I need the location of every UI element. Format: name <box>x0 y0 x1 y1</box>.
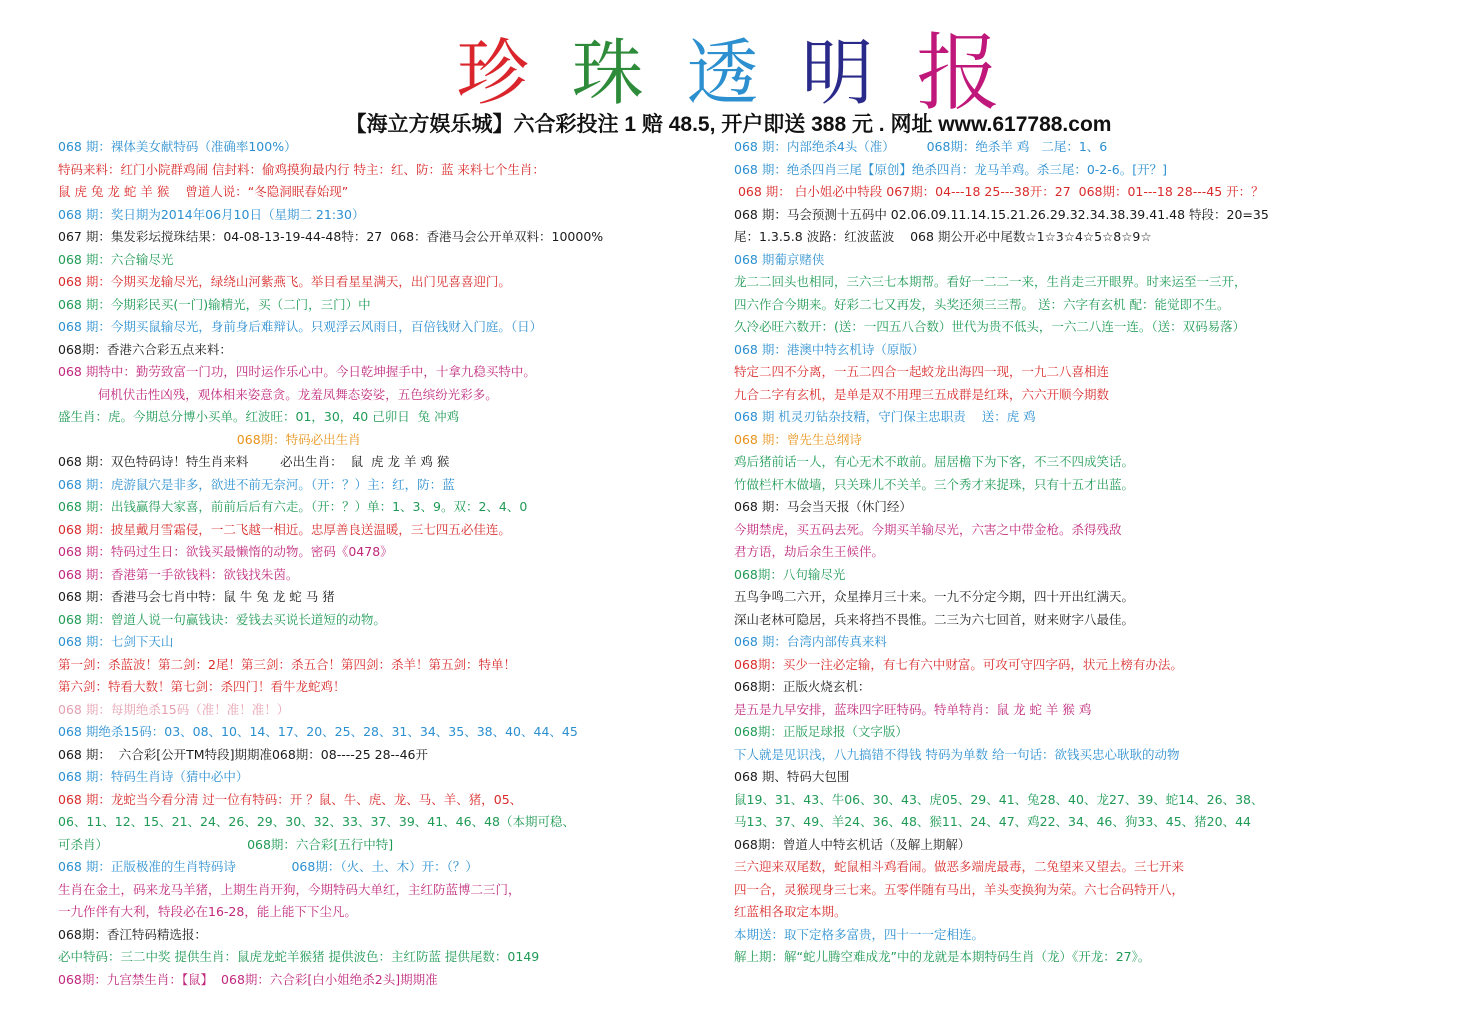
text-line: 068 期：今期彩民买(一门)输精光，买（二门，三门）中 <box>58 296 371 312</box>
text-line: 06、11、12、15、21、24、26、29、30、32、33、37、39、41、46、48（本期可稳、 <box>58 814 575 829</box>
text-line: 马13、37、49、羊24、36、48、猴11、24、47、鸡22、34、46、狗33、45、猪20、44 <box>734 814 1251 829</box>
text-line: 068期：曾道人中特玄机话（及解上期解） <box>734 836 971 852</box>
text-line: 068 期：香港第一手欲钱料：欲钱找朱茵。 <box>58 566 299 582</box>
text-line: 深山老林可隐居，兵来将挡不畏惟。二三为六七回首，财来财字八最佳。 <box>734 611 1135 627</box>
text-line: 今期禁虎，买五码去死。今期买羊输尽光，六害之中带金枪。杀得残敌 <box>734 521 1122 537</box>
text-line: 068 期： 六合彩[公开TM特段]期期准068期：08----25 28--46开 <box>58 746 428 762</box>
text-line: 生肖在金土，码来龙马羊猪，上期生肖开狗，今期特码大单红，主红防蓝博二三门， <box>58 881 521 897</box>
text-line: 尾：1.3.5.8 波路：红波蓝波 068 期公开必中尾数☆1☆3☆4☆5☆8☆9☆ <box>734 229 1152 244</box>
text-line: 久冷必旺六数开：(送：一四五八合数）世代为贵不低头，一六二八连一连。（送：双码易落） <box>734 319 1246 334</box>
text-line: 068 期：今期买龙输尽光，绿绕山河紫燕飞。举目看星星满天，出门见喜喜迎门。 <box>58 274 511 289</box>
text-line: 本期送：取下定格多富贵，四十一一定相连。 <box>734 926 985 942</box>
text-line: 068 期：马会预测十五码中 02.06.09.11.14.15.21.26.29.32.34.38.39.41.48 特段：20=35 <box>734 206 1269 222</box>
text-line: 可杀肖） 068期：六合彩[五行中特] <box>58 836 394 852</box>
text-line: 特码来料：红门小院群鸡闹 信封料：偷鸡摸狗最内行 特主：红、防：蓝 来料七个生肖： <box>58 161 545 177</box>
text-line: 068 期：龙蛇当今看分清 过一位有特码：开 ？鼠、牛、虎、龙、马、羊、猪，05、 <box>58 791 523 807</box>
right-column <box>734 136 1434 969</box>
title-char: 明 <box>801 31 874 115</box>
text-line: 解上期：解“蛇儿腾空难成龙”中的龙就是本期特码生肖（龙）《开龙：27》。 <box>734 949 1151 964</box>
left-column <box>58 136 718 991</box>
text-line: 068 期：双色特码诗！特生肖来料 必出生肖： 鼠 虎 龙 羊 鸡 猴 <box>58 454 450 469</box>
text-line: 068 期：今期买鼠输尽光，身前身后难辩认。只观浮云风雨日，百倍钱财入门庭。（日） <box>58 319 543 334</box>
text-line: 067 期：集发彩坛搅珠结果：04-08-13-19-44-48特：27 068：香港马会公开单双料：10000% <box>58 229 604 244</box>
text-line: 三六迎来双尾数，蛇鼠相斗鸡看闹。做恶多端虎最毒，二兔望来又望去。三七开来 <box>734 859 1185 874</box>
text-line: 068 期：披星戴月雪霜侵，一二飞越一相近。忠厚善良送温暖，三七四五必佳连。 <box>58 521 511 537</box>
text-line: 鼠19、31、43、牛06、30、43、虎05、29、41、兔28、40、龙27、39、蛇14、26、38、 <box>734 791 1264 807</box>
text-line: 第六剑：特看大数！第七剑：杀四门！看牛龙蛇鸡！ <box>58 679 346 694</box>
text-line: 068 期、特码大包围 <box>734 769 850 784</box>
text-line: 四一合，灵猴现身三七来。五零伴随有马出，羊头变换狗为荣。六七合码特开八， <box>734 881 1185 897</box>
text-line: 伺机伏击性凶残，观体相来姿意贪。龙羞凤舞态姿娑，五色缤纷光彩多。 <box>58 386 498 402</box>
text-line: 068 期：曾先生总纲诗 <box>734 431 862 447</box>
text-line: 068 期：奖日期为2014年06月10日（星期二 21:30） <box>58 206 365 222</box>
text-line: 红蓝相各取定本期。 <box>734 904 847 919</box>
text-line: 068 期：港澳中特玄机诗（原版） <box>734 341 925 357</box>
text-line: 068 期：出钱赢得大家喜，前前后后有六走。（开：？）单：1、3、9。双：2、4、0 <box>58 499 528 514</box>
text-line: 068期：九宫禁生肖：【鼠】 068期：六合彩[白小姐绝杀2头]期期准 <box>58 971 438 987</box>
text-line: 068 期 机灵刃钻杂技精，守门保主忠职责 送：虎 鸡 <box>734 409 1036 424</box>
title-char: 珍 <box>456 31 529 115</box>
text-line: 068期：八句输尽光 <box>734 566 846 582</box>
text-line: 068期：特码必出生肖 <box>58 431 361 447</box>
text-line: 君方语，劫后余生王候伴。 <box>734 544 885 559</box>
title-char: 珠 <box>571 31 644 115</box>
text-line: 068 期特中：勤劳致富一门功，四时运作乐心中。今日乾坤握手中，十拿九稳买特中。 <box>58 364 536 379</box>
text-line: 068 期：马会当天报（休门经） <box>734 499 912 514</box>
text-line: 068期：香江特码精选报： <box>58 926 207 942</box>
text-line: 是五是九早安排，蓝珠四字旺特码。特单特肖：鼠 龙 蛇 羊 猴 鸡 <box>734 701 1092 717</box>
text-line: 068 期：六合输尽光 <box>58 251 174 267</box>
advert-subtitle: 【海立方娱乐城】六合彩投注 1 赔 48.5, 开户即送 388 元 . 网址 www.617788.com <box>345 113 1112 136</box>
text-line: 四六作合今期来。好彩二七又再发，头奖还须三三帮。 送：六字有玄机 配：能觉即不生。 <box>734 296 1230 312</box>
text-line: 必中特码：三二中奖 提供生肖：鼠虎龙蛇羊猴猪 提供波色：主红防蓝 提供尾数：0149 <box>58 949 540 964</box>
text-line: 068 期：每期绝杀15码（准！准！准！） <box>58 701 290 717</box>
text-line: 068期：正版足球报（文字版） <box>734 724 908 739</box>
text-line: 竹做栏杆木做墙，只关珠儿不关羊。三个秀才来捉珠，只有十五才出蓝。 <box>734 476 1135 492</box>
text-line: 068 期： 白小姐必中特段 067期：04---18 25---38开：27 068期：01---18 28---45 开：？ <box>734 184 1264 199</box>
text-line: 068 期：特码生肖诗（猜中必中） <box>58 769 249 784</box>
text-line: 鸡后猪前话一人，有心无术不敢前。屈居檐下为下客，不三不四成笑话。 <box>734 454 1135 469</box>
text-line: 鼠 虎 兔 龙 蛇 羊 猴 曾道人说：“冬隐洞眠春始现” <box>58 184 349 199</box>
text-line: 068 期：香港马会七肖中特：鼠 牛 兔 龙 蛇 马 猪 <box>58 589 335 604</box>
text-line: 068 期绝杀15码：03、08、10、14、17、20、25、28、31、34、35、38、40、44、45 <box>58 724 578 739</box>
text-line: 068 期：正版极准的生肖特码诗 068期：（火、土、木）开：（？） <box>58 859 478 874</box>
text-line: 068 期：内部绝杀4头（准） 068期：绝杀羊 鸡 二尾：1、6 <box>734 139 1108 154</box>
text-line: 五鸟争鸣二六开，众星捧月三十来。一九不分定今期，四十开出红满天。 <box>734 589 1135 604</box>
text-line: 龙二二回头也相同，三六三七本期帮。看好一二二一来，生肖走三开眼界。时来运至一三开， <box>734 274 1247 289</box>
title-char: 报 <box>916 24 1001 122</box>
newspaper-title <box>0 24 1457 122</box>
text-line: 068期：买少一注必定输，有七有六中财富。可攻可守四字码，状元上榜有办法。 <box>734 656 1183 672</box>
text-line: 068 期：七剑下天山 <box>58 634 174 649</box>
text-line: 068 期：虎游鼠穴是非多，欲进不前无奈河。（开：？）主：红，防：蓝 <box>58 476 455 492</box>
text-line: 068期：香港六合彩五点来料： <box>58 341 232 357</box>
text-line: 068 期葡京赌侠 <box>734 251 825 267</box>
text-line: 盛生肖：虎。今期总分博小买单。红波旺：01，30，40 己卯日 兔 冲鸡 <box>58 409 460 424</box>
text-line: 068期：正版火烧玄机： <box>734 679 871 694</box>
text-line: 一九作伴有大利，特段必在16-28，能上能下下尘凡。 <box>58 904 357 919</box>
text-line: 068 期：裸体美女献特码（准确率100%） <box>58 139 297 154</box>
title-char: 透 <box>686 31 759 115</box>
text-line: 第一剑：杀蓝波！第二剑：2尾！第三剑：杀五合！第四剑：杀羊！第五剑：特单！ <box>58 656 516 672</box>
text-line: 068 期：台湾内部传真来料 <box>734 634 887 649</box>
text-line: 068 期：绝杀四肖三尾【原创】绝杀四肖：龙马羊鸡。杀三尾：0-2-6。[开？] <box>734 161 1167 177</box>
text-line: 特定二四不分离，一五二四合一起蛟龙出海四一现，一九二八喜相连 <box>734 364 1110 379</box>
text-line: 068 期：曾道人说一句赢钱诀：爱钱去买说长道短的动物。 <box>58 611 386 627</box>
text-line: 下人就是见识浅，八九搞错不得钱 特码为单数 给一句话：欲钱买忠心耿耿的动物 <box>734 746 1180 762</box>
text-line: 068 期：特码过生日：欲钱买最懒惰的动物。密码《0478》 <box>58 544 393 559</box>
text-line: 九合二字有玄机，是单是双不用理三五成群是红珠，六六开顺今期数 <box>734 386 1110 402</box>
